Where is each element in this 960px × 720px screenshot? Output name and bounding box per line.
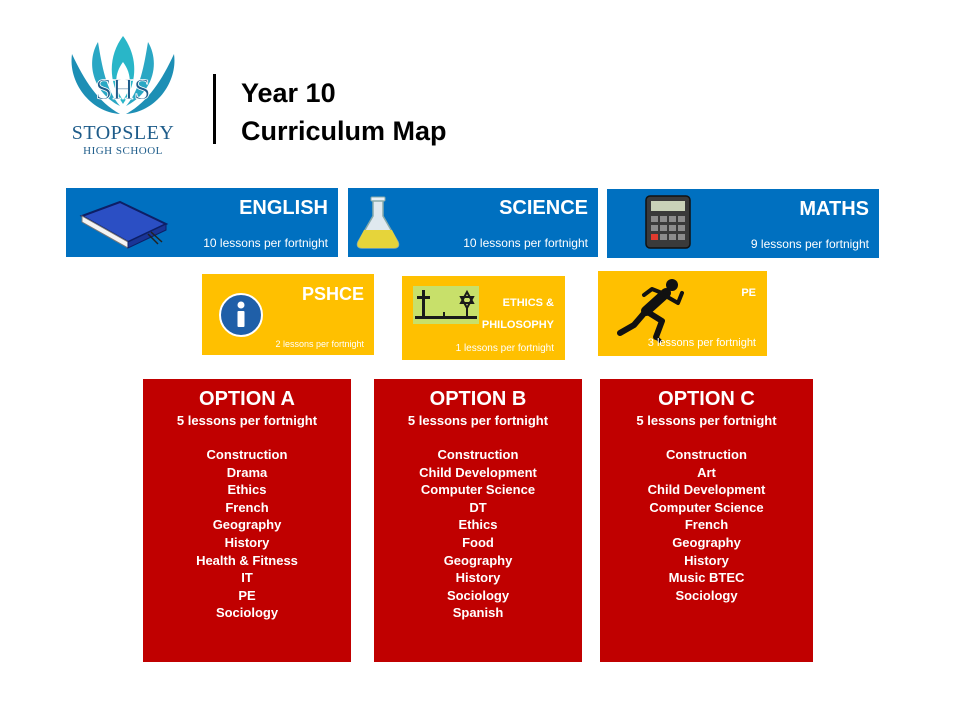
english-title: ENGLISH xyxy=(239,197,328,219)
option-a-subject: Health & Fitness xyxy=(196,552,298,568)
option-b-subject: DT xyxy=(469,499,487,515)
option-a-subject: French xyxy=(225,499,269,515)
option-c-subject: Music BTEC xyxy=(668,570,745,586)
option-c-box xyxy=(600,379,813,662)
option-b-subject: Computer Science xyxy=(420,482,536,498)
option-b-subject: Construction xyxy=(437,447,519,462)
title-line-2: Curriculum Map xyxy=(241,116,447,146)
pe-box xyxy=(598,271,767,356)
header-divider xyxy=(213,74,216,144)
option-b-box xyxy=(374,379,582,662)
school-name: STOPSLEY xyxy=(71,122,175,144)
option-c-subject: Computer Science xyxy=(649,499,764,515)
option-c-subject: Art xyxy=(697,464,716,480)
option-a-title: OPTION A xyxy=(199,388,295,410)
ethics-philosophy-title xyxy=(482,292,554,336)
option-b-lessons: 5 lessons per fortnight xyxy=(407,413,549,428)
science-title: SCIENCE xyxy=(499,197,588,219)
flask-icon xyxy=(352,194,404,252)
pe-lessons: 3 lessons per fortnight xyxy=(647,337,756,349)
option-a-subject: Geography xyxy=(212,517,282,533)
option-c-subject: Sociology xyxy=(675,587,738,603)
option-a-lessons: 5 lessons per fortnight xyxy=(176,413,318,428)
option-c-subject: Geography xyxy=(672,534,741,550)
option-c-subject: History xyxy=(684,552,729,568)
info-icon xyxy=(218,292,264,338)
option-c-title: OPTION C xyxy=(658,388,755,410)
option-a-subject: Construction xyxy=(206,447,288,462)
calculator-icon xyxy=(645,195,691,249)
option-b-title: OPTION B xyxy=(429,388,527,410)
pshce-title: PSHCE xyxy=(301,284,364,304)
logo-monogram: SHS xyxy=(95,73,151,106)
option-b-subject: Food xyxy=(462,534,494,550)
option-b-subject: Child Development xyxy=(419,464,537,480)
option-a-subject: Sociology xyxy=(215,605,279,621)
ethics-title-line-1: ETHICS & xyxy=(502,297,554,309)
science-lessons: 10 lessons per fortnight xyxy=(463,236,588,250)
option-a-subject: IT xyxy=(241,570,253,586)
option-c-lessons: 5 lessons per fortnight xyxy=(636,413,777,428)
religious-symbols-icon xyxy=(413,286,479,324)
option-a-subject: PE xyxy=(238,587,256,603)
science-box xyxy=(348,188,598,257)
option-b-subject: Ethics xyxy=(458,517,498,533)
maths-box xyxy=(607,189,879,258)
option-a-box xyxy=(143,379,351,662)
pshce-box xyxy=(202,274,374,355)
ethics-title-line-2: PHILOSOPHY xyxy=(481,319,554,331)
ethics-philosophy-lessons: 1 lessons per fortnight xyxy=(455,343,554,354)
option-c-subject: French xyxy=(684,517,729,533)
option-c-subject: Construction xyxy=(666,447,747,462)
maths-lessons: 9 lessons per fortnight xyxy=(750,237,869,251)
option-b-subject: Sociology xyxy=(446,587,510,603)
school-subtitle: HIGH SCHOOL xyxy=(83,145,163,157)
option-b-subject: Geography xyxy=(443,552,513,568)
option-a-subject: Ethics xyxy=(227,482,267,498)
page-title xyxy=(241,74,447,150)
school-logo xyxy=(62,32,184,158)
lotus-emblem-icon xyxy=(62,32,184,124)
option-a-subject: History xyxy=(224,534,270,550)
english-box xyxy=(66,188,338,257)
pe-title: PE xyxy=(741,287,756,299)
maths-title: MATHS xyxy=(799,198,869,220)
title-line-1: Year 10 xyxy=(241,78,336,108)
pshce-lessons: 2 lessons per fortnight xyxy=(275,339,364,349)
option-c-subject: Child Development xyxy=(647,482,766,498)
option-b-subject: Spanish xyxy=(452,605,504,621)
english-lessons: 10 lessons per fortnight xyxy=(203,236,328,250)
ethics-philosophy-box xyxy=(402,276,565,360)
option-b-subject: History xyxy=(455,570,501,586)
option-a-subject: Drama xyxy=(226,464,268,480)
